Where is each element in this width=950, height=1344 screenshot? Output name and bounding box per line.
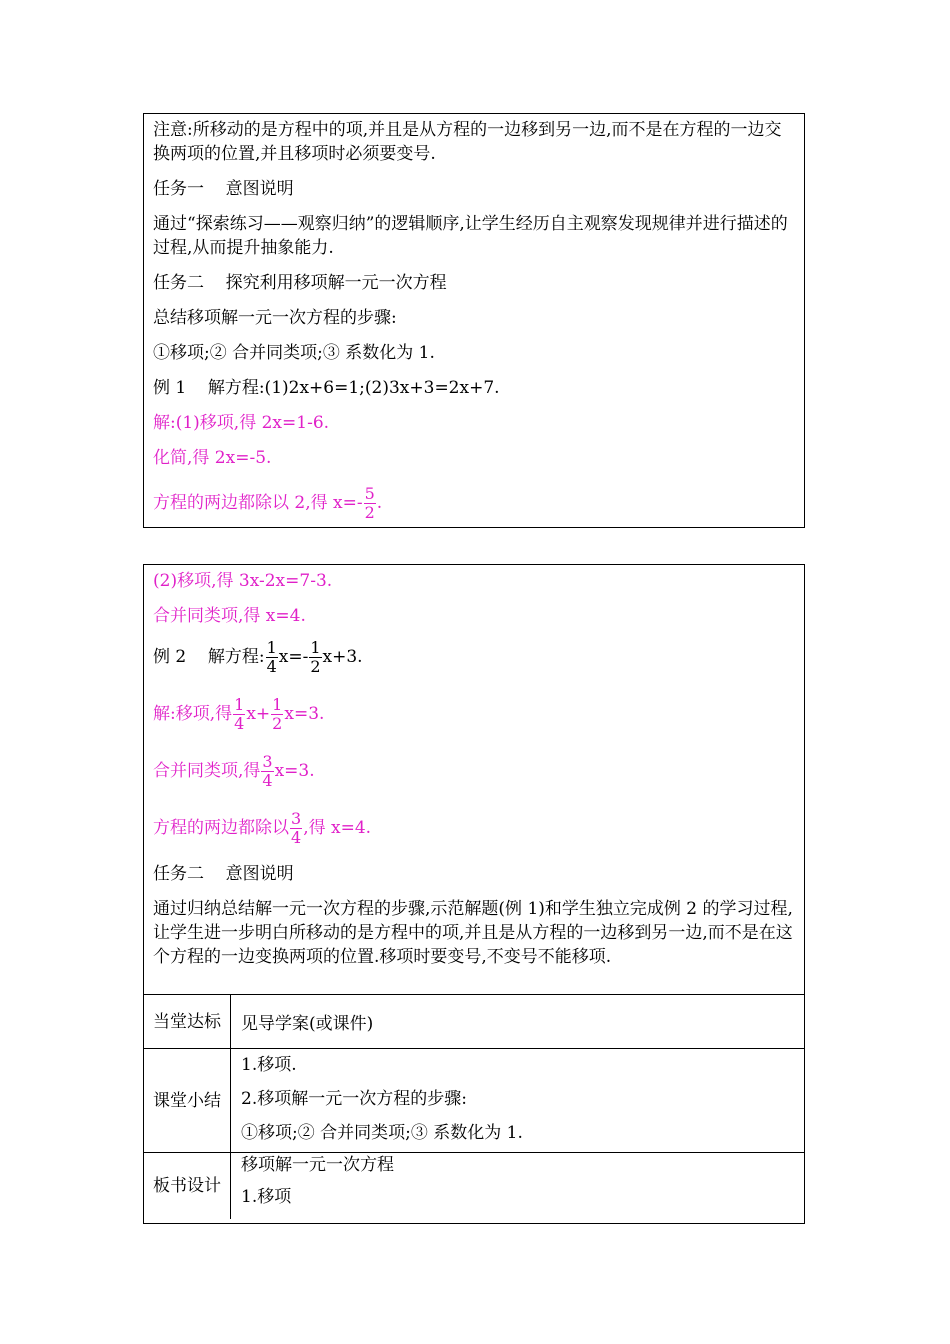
fraction-3-4 [261,753,273,790]
task2b-body: 通过归纳总结解一元一次方程的步骤,示范解题(例 1)和学生独立完成例 2 的学习过程,让学生进一步明白所移动的是方程中的项,并且是从方程的一边移到另一边,而不是在这个方程的一边变换两项的位置.移项时要变号,不变号不能移项. [153,899,793,967]
solution-ex2-line3-prefix: 方程的两边都除以 [153,818,289,838]
fraction-1-4 [266,639,278,676]
board-item-1: 移项解一元一次方程 [241,1155,394,1175]
fraction-1-4 [233,696,245,733]
solution1-line1: 解:(1)移项,得 2x=1-6. [153,413,330,433]
solution1-line3 [153,481,796,525]
fraction-numerator: 1 [272,694,283,714]
fraction-3-4 [290,810,302,847]
solution2-line1: (2)移项,得 3x-2x=7-3. [153,571,333,591]
solution-ex2-line2 [153,748,796,794]
table-row-summary [144,1049,804,1153]
fraction-5-2 [364,485,376,522]
example2-prefix: 例 2 解方程: [153,647,265,667]
example2-suffix: x+3. [322,647,363,667]
solution-ex2-line3-suffix: ,得 x=4. [303,818,372,838]
row-content-standard: 见导学案(或课件) [241,1014,374,1034]
fraction-denominator: 4 [262,770,273,790]
solution-ex2-line2-prefix: 合并同类项,得 [153,761,261,781]
row-label-board: 板书设计 [144,1153,231,1219]
row-content-summary [231,1049,804,1152]
solution2-line2: 合并同类项,得 x=4. [153,606,306,626]
fraction-denominator: 4 [266,656,277,676]
fraction-denominator: 4 [291,827,302,847]
fraction-numerator: 1 [266,637,277,657]
fraction-denominator: 2 [272,713,283,733]
solution-ex2-line1 [153,691,796,737]
task2-title: 任务二 探究利用移项解一元一次方程 [153,273,447,293]
solution-ex2-line2-suffix: x=3. [274,761,315,781]
lesson-block-2 [143,564,805,1224]
example2-mid: x=- [278,647,309,667]
task2b-title: 任务二 意图说明 [153,864,294,884]
block2-top [144,565,804,995]
steps-line: ①移项;② 合并同类项;③ 系数化为 1. [153,343,435,363]
example1: 例 1 解方程:(1)2x+6=1;(2)3x+3=2x+7. [153,378,500,398]
fraction-numerator: 5 [364,483,375,503]
row-content-board [231,1153,804,1219]
fraction-numerator: 3 [262,751,273,771]
row-label-summary: 课堂小结 [144,1049,231,1152]
note-paragraph: 注意:所移动的是方程中的项,并且是从方程的一边移到另一边,而不是在方程的一边交换两项的位置,并且移项时必须要变号. [153,120,782,164]
solution-ex2-line1-suffix: x=3. [284,704,325,724]
fraction-numerator: 3 [291,808,302,828]
fraction-1-2 [271,696,283,733]
solution-ex2-line1-mid: x+ [246,704,271,724]
solution1-line2: 化简,得 2x=-5. [153,448,272,468]
board-item-2: 1.移项 [241,1187,292,1207]
table-row-board [144,1153,804,1219]
lesson-block-1 [143,113,805,528]
task1-title: 任务一 意图说明 [153,179,294,199]
summary-item-3: ①移项;② 合并同类项;③ 系数化为 1. [241,1123,523,1143]
solution-ex2-line3 [153,805,796,851]
summary-item-1: 1.移项. [241,1055,297,1075]
solution1-line3-suffix: . [376,493,383,513]
solution1-line3-prefix: 方程的两边都除以 2,得 x=- [153,493,363,513]
fraction-numerator: 1 [234,694,245,714]
summary-item-2: 2.移项解一元一次方程的步骤: [241,1089,467,1109]
fraction-denominator: 2 [364,502,375,522]
fraction-numerator: 1 [310,637,321,657]
fraction-1-2 [309,639,321,676]
fraction-denominator: 2 [310,656,321,676]
example2 [153,634,796,680]
summary-line: 总结移项解一元一次方程的步骤: [153,308,397,328]
solution-ex2-line1-prefix: 解:移项,得 [153,704,233,724]
task1-body: 通过“探索练习——观察归纳”的逻辑顺序,让学生经历自主观察发现规律并进行描述的过程,从而提升抽象能力. [153,214,788,258]
fraction-denominator: 4 [234,713,245,733]
row-label-standard: 当堂达标 [144,995,231,1048]
table-row-standard [144,995,804,1049]
